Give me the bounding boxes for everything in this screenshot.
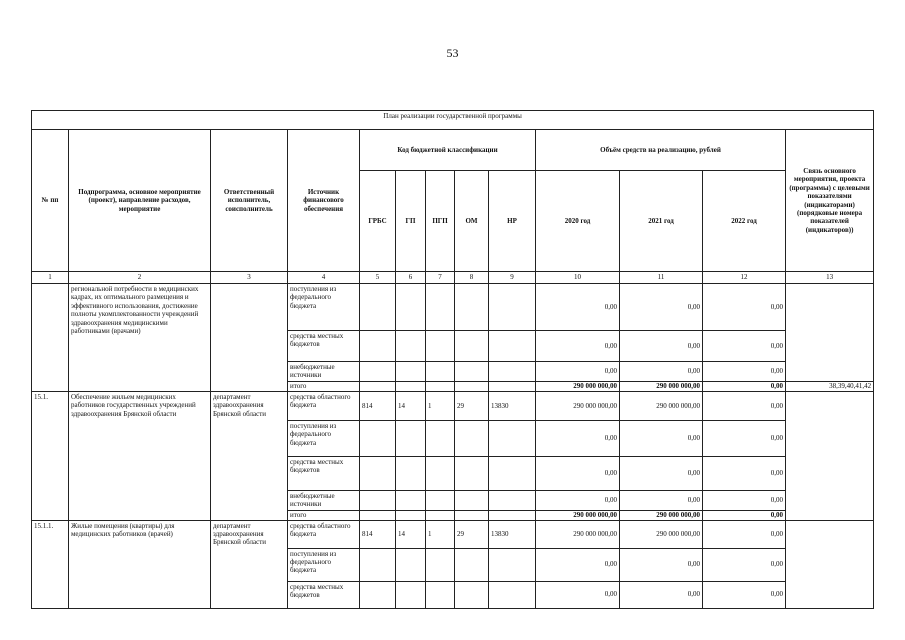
grbs-cell: 814 (360, 391, 396, 420)
value-2022: 0,00 (703, 284, 786, 331)
table-title: План реализации государственной программы (32, 111, 874, 130)
col-number: 13 (786, 272, 874, 284)
source-cell: поступления из федерального бюджета (288, 284, 360, 331)
grbs-cell: 814 (360, 520, 396, 548)
program-plan-table (31, 110, 874, 609)
om-cell: 29 (455, 391, 489, 420)
value-2022: 0,00 (703, 581, 786, 608)
om-cell: 29 (455, 520, 489, 548)
value-2020: 0,00 (536, 362, 620, 382)
value-2021: 0,00 (620, 548, 703, 581)
source-cell: поступления из федерального бюджета (288, 420, 360, 456)
total-label: итого (288, 381, 360, 391)
value-2020: 0,00 (536, 456, 620, 490)
source-cell: внебюджетные источники (288, 362, 360, 382)
activity-name: региональной потребности в медицинских кадрах, их оптимального размещения и эффективного использования, достижение полноты укомплектованности учреждений здравоохранения медицинскими работниками (врачами) (69, 284, 211, 392)
value-2022: 0,00 (703, 490, 786, 510)
activity-name: Жилые помещения (квартиры) для медицинских работников (врачей) (69, 520, 211, 608)
value-2022: 0,00 (703, 362, 786, 382)
executor: департамент здравоохранения Брянской области (211, 391, 288, 520)
value-2022: 0,00 (703, 548, 786, 581)
row-num (32, 284, 69, 392)
header-volume: Объём средств на реализацию, рублей (536, 130, 786, 171)
value-2020: 0,00 (536, 548, 620, 581)
executor (211, 284, 288, 392)
header-pgp: ПГП (426, 171, 455, 272)
value-2020: 0,00 (536, 284, 620, 331)
np-cell: 13830 (489, 391, 536, 420)
value-2021: 0,00 (620, 581, 703, 608)
header-subprogram: Подпрограмма, основное мероприятие (проект), направление расходов, мероприятие (69, 130, 211, 272)
row-num: 15.1. (32, 391, 69, 520)
table-row (32, 391, 874, 420)
activity-name: Обеспечение жильем медицинских работников государственных учреждений здравоохранения Брянской области (69, 391, 211, 520)
header-source: Источник финансового обеспечения (288, 130, 360, 272)
value-2021: 0,00 (620, 284, 703, 331)
total-2021: 290 000 000,00 (620, 381, 703, 391)
value-2022: 0,00 (703, 391, 786, 420)
col-number: 8 (455, 272, 489, 284)
value-2021: 0,00 (620, 331, 703, 362)
value-2021: 290 000 000,00 (620, 520, 703, 548)
value-2021: 290 000 000,00 (620, 391, 703, 420)
link-cell (786, 520, 874, 608)
header-2020: 2020 год (536, 171, 620, 272)
total-2022: 0,00 (703, 381, 786, 391)
value-2020: 0,00 (536, 331, 620, 362)
value-2020: 0,00 (536, 581, 620, 608)
header-executor: Ответственный исполнитель, соисполнитель (211, 130, 288, 272)
source-cell: средства областного бюджета (288, 391, 360, 420)
total-2020: 290 000 000,00 (536, 381, 620, 391)
pgp-cell: 1 (426, 520, 455, 548)
indicator-links: 38,39,40,41,42 (786, 381, 874, 391)
col-number: 2 (69, 272, 211, 284)
link-cell (786, 284, 874, 382)
col-number: 10 (536, 272, 620, 284)
total-label: итого (288, 510, 360, 520)
col-number: 6 (396, 272, 426, 284)
value-2021: 0,00 (620, 420, 703, 456)
value-2022: 0,00 (703, 331, 786, 362)
total-2021: 290 000 000,00 (620, 510, 703, 520)
value-2020: 290 000 000,00 (536, 391, 620, 420)
col-number: 4 (288, 272, 360, 284)
gp-cell: 14 (396, 391, 426, 420)
total-2020: 290 000 000,00 (536, 510, 620, 520)
table-row (32, 520, 874, 548)
value-2022: 0,00 (703, 456, 786, 490)
source-cell: средства местных бюджетов (288, 581, 360, 608)
value-2022: 0,00 (703, 520, 786, 548)
value-2022: 0,00 (703, 420, 786, 456)
value-2021: 0,00 (620, 490, 703, 510)
header-2022: 2022 год (703, 171, 786, 272)
col-number: 5 (360, 272, 396, 284)
value-2021: 0,00 (620, 456, 703, 490)
column-numbers-row (32, 272, 874, 284)
header-om: ОМ (455, 171, 489, 272)
col-number: 9 (489, 272, 536, 284)
gp-cell: 14 (396, 520, 426, 548)
header-num: № пп (32, 130, 69, 272)
source-cell: средства местных бюджетов (288, 456, 360, 490)
page-number: 53 (446, 46, 459, 60)
col-number: 1 (32, 272, 69, 284)
header-2021: 2021 год (620, 171, 703, 272)
link-cell (786, 391, 874, 520)
col-number: 3 (211, 272, 288, 284)
table-row (32, 284, 874, 331)
source-cell: поступления из федерального бюджета (288, 548, 360, 581)
col-number: 11 (620, 272, 703, 284)
value-2020: 0,00 (536, 420, 620, 456)
source-cell: средства областного бюджета (288, 520, 360, 548)
header-budget-code: Код бюджетной классификации (360, 130, 536, 171)
header-grbs: ГРБС (360, 171, 396, 272)
header-link: Связь основного мероприятия, проекта (программы) с целевыми показателями (индикаторами) (порядковые номера показателей (индикаторов)) (786, 130, 874, 272)
row-num: 15.1.1. (32, 520, 69, 608)
value-2020: 0,00 (536, 490, 620, 510)
source-cell: внебюджетные источники (288, 490, 360, 510)
header-gp: ГП (396, 171, 426, 272)
value-2021: 0,00 (620, 362, 703, 382)
header-np: НР (489, 171, 536, 272)
col-number: 7 (426, 272, 455, 284)
value-2020: 290 000 000,00 (536, 520, 620, 548)
col-number: 12 (703, 272, 786, 284)
total-2022: 0,00 (703, 510, 786, 520)
executor: департамент здравоохранения Брянской области (211, 520, 288, 608)
source-cell: средства местных бюджетов (288, 331, 360, 362)
np-cell: 13830 (489, 520, 536, 548)
pgp-cell: 1 (426, 391, 455, 420)
